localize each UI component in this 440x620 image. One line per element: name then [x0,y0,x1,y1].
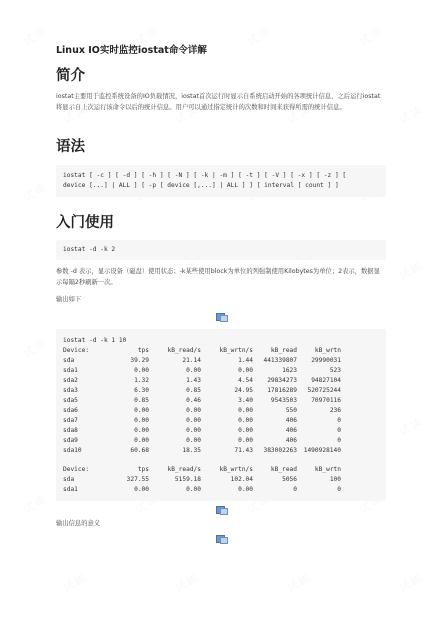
table-cell: 0.00 [238,436,253,444]
table-cell: sda3 [63,386,78,394]
table-cell: 0.00 [238,416,253,424]
table-row [63,475,341,485]
usage-command: iostat -d -k 2 [63,246,116,253]
watermark-text [20,179,51,206]
table-cell: sda1 [63,485,78,493]
usage-paragraph: 参数 -d 表示，显示设备（磁盘）使用状态；-k某些使用block为单位的列强制使用Kilobytes为单位；2表示，数据显示每隔2秒刷新一次。 [56,268,380,286]
table-cell: 550 [285,406,297,414]
table-cell: sda [63,475,75,483]
table-cell: 0.85 [186,386,201,394]
iostat-table-1 [63,346,341,456]
broken-image-icon [216,312,227,321]
watermark-text [172,569,203,596]
table-cell: 0.00 [238,485,253,493]
table-cell: 327.55 [126,475,149,483]
table-row [63,386,341,396]
table-cell: 406 [285,416,297,424]
table-cell: 29990031 [311,356,341,364]
table-cell: sda1 [63,366,78,374]
table-cell: 6.30 [134,386,149,394]
table-cell: 236 [329,406,341,414]
output-meaning-label: 输出信息的意义 [56,519,101,527]
watermark-text [20,491,51,518]
table-cell: 0 [337,426,341,434]
table-cell: 100 [329,475,341,483]
table-cell: 0 [337,416,341,424]
table-row [63,356,341,366]
watermark-text [20,335,51,362]
syntax-heading: 语法 [56,139,85,155]
table-cell: 520725244 [307,386,341,394]
table-cell: sda8 [63,426,78,434]
table-cell: 0.85 [134,396,149,404]
table-cell: 406 [285,426,297,434]
table-row [63,416,341,426]
table-header-row [63,465,341,475]
table-cell: 71.43 [234,446,253,454]
table-cell: 0 [337,485,341,493]
table-cell: 5159.18 [174,475,201,483]
table-cell: kB_read [270,465,297,473]
intro-paragraph: iostat主要用于监控系统设备的IO负载情况，iostat首次运行时显示自系统启动开始的各项统计信息，之后运行iostat将显示自上次运行该命令以后的统计信息。用户可以通过指定统计的次数和时间来获得所需的统计信息。 [56,93,381,111]
table-cell: 0.46 [186,396,201,404]
table-cell: sda10 [63,446,82,454]
syntax-code-line: iostat [ -c ] [ -d ] [ -h ] [ -N ] [ -k | -m ] [ -t ] [ -V ] [ -x ] [ -z ] [ [63,172,347,179]
table-cell: tps [137,465,149,473]
table-cell: 9543503 [270,396,297,404]
iostat-table-2 [63,465,341,495]
table-cell: 1623 [282,366,297,374]
table-cell: 0.00 [134,406,149,414]
watermark-text [396,569,427,596]
table-cell: sda9 [63,436,78,444]
table-cell: kB_wrtn [314,465,341,473]
watermark-text [396,257,427,284]
watermark-text [20,23,51,50]
table-cell: sda7 [63,416,78,424]
table-cell: 0.00 [186,416,201,424]
table-cell: 4.54 [238,376,253,384]
output-label: 输出如下 [56,296,82,303]
table-cell: tps [137,346,149,354]
table-row [63,426,341,436]
table-cell: sda2 [63,376,78,384]
watermark-text [396,101,427,128]
table-cell: 5056 [282,475,297,483]
table-row [63,406,341,416]
table-cell: 0.00 [238,366,253,374]
table-cell: 0.00 [186,485,201,493]
table-cell: 0 [293,485,297,493]
table-cell: kB_read/s [167,465,201,473]
table-row [63,436,341,446]
document-page [56,44,386,543]
broken-image-icon [216,534,227,543]
table-cell: 17816289 [267,386,297,394]
syntax-code-line: device [...] | ALL ] [ -p [ device [,...] | ALL ] ] [ interval [ count ] ] [63,182,339,189]
table-row [63,446,341,456]
table-cell: 1.44 [238,356,253,364]
table-cell: 441339807 [263,356,297,364]
table-cell: 102.04 [230,475,253,483]
table-cell: 24.95 [234,386,253,394]
table-cell: 406 [285,436,297,444]
watermark-text [284,569,315,596]
table-cell: 0.00 [186,366,201,374]
table-cell: 0.00 [134,426,149,434]
table-cell: kB_wrtn [314,346,341,354]
table-cell: 1.43 [186,376,201,384]
table-cell: 0.00 [238,406,253,414]
table-cell: sda [63,356,75,364]
syntax-code-block [56,165,386,197]
table-cell: Device: [63,465,90,473]
table-cell: 0.00 [134,436,149,444]
table-header-row [63,346,341,356]
usage-code-block [56,240,386,260]
table-row [63,376,341,386]
table-cell: 0 [337,436,341,444]
table-cell: sda6 [63,406,78,414]
watermark-text [396,413,427,440]
table-cell: 39.29 [130,356,149,364]
table-cell: kB_wrtn/s [219,346,253,354]
table-row [63,366,341,376]
table-cell: 60.68 [130,446,149,454]
usage-heading: 入门使用 [56,215,114,231]
intro-heading: 简介 [56,68,85,84]
table-cell: 0.00 [186,426,201,434]
table-cell: 523 [329,366,341,374]
table-cell: sda5 [63,396,78,404]
table-row [63,485,341,495]
table-cell: kB_wrtn/s [219,465,253,473]
iostat-output-block [56,329,386,501]
table-cell: 70970116 [311,396,341,404]
table-cell: 1.32 [134,376,149,384]
table-cell: 0.00 [186,406,201,414]
table-cell: kB_read [270,346,297,354]
table-cell: kB_read/s [167,346,201,354]
iostat-output-command: iostat -d -k 1 10 [63,336,127,344]
document-title: Linux IO实时监控iostat命令详解 [56,45,207,56]
table-cell: 1490928140 [303,446,341,454]
watermark-text [60,569,91,596]
table-cell: 94827104 [311,376,341,384]
table-cell: 18.35 [182,446,201,454]
table-cell: 3.40 [238,396,253,404]
table-cell: 0.00 [134,485,149,493]
table-cell: 0.00 [134,416,149,424]
broken-image-icon [216,505,227,514]
table-cell: 383002263 [263,446,297,454]
table-cell: 0.00 [134,366,149,374]
table-cell: 21.14 [182,356,201,364]
table-row [63,396,341,406]
table-cell: Device: [63,346,90,354]
table-cell: 0.00 [186,436,201,444]
table-cell: 29834273 [267,376,297,384]
table-cell: 0.00 [238,426,253,434]
